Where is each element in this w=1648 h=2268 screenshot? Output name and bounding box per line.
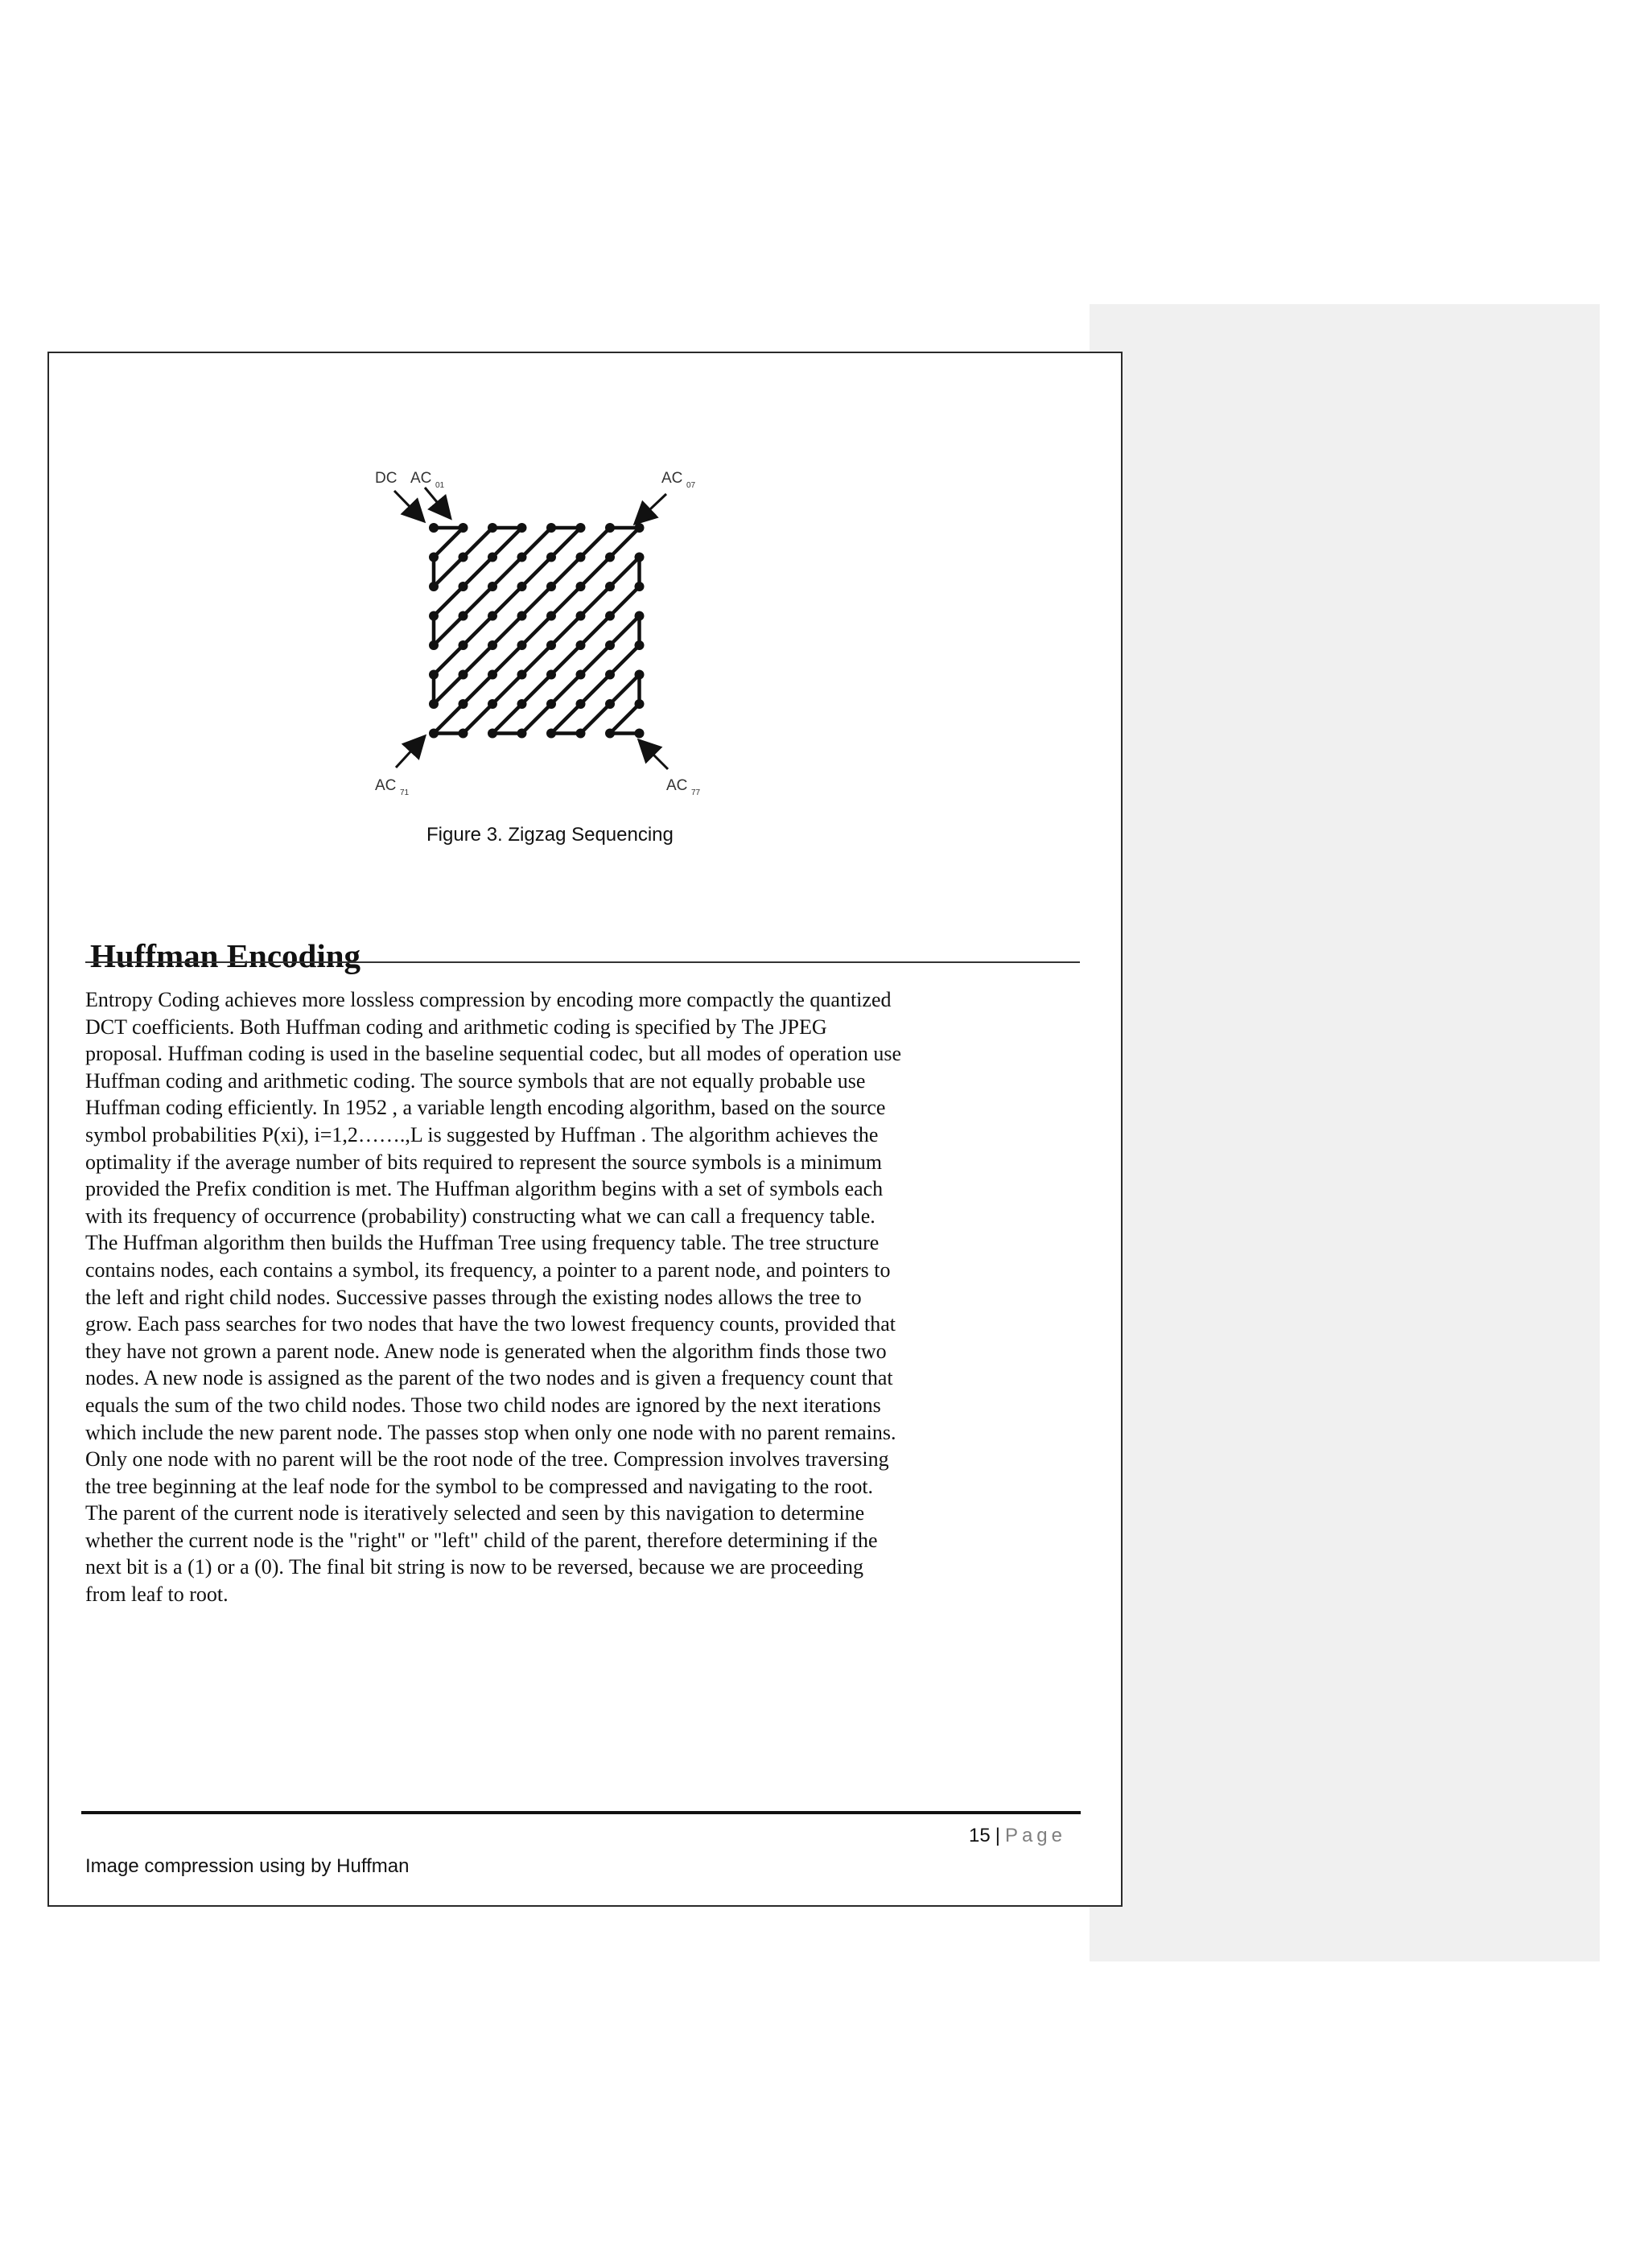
footer-title: Image compression using by Huffman bbox=[85, 1855, 410, 1877]
body-line: which include the new parent node. The passes stop when only one node with no parent remains. bbox=[85, 1420, 896, 1444]
coefficient-node bbox=[517, 640, 527, 650]
label-ac01-sub: 01 bbox=[435, 481, 445, 490]
coefficient-node bbox=[459, 670, 468, 680]
coefficient-node bbox=[546, 699, 556, 709]
body-line: Huffman coding efficiently. In 1952 , a variable length encoding algorithm, based on the source bbox=[85, 1096, 886, 1120]
label-dc: DC bbox=[375, 470, 398, 487]
coefficient-node bbox=[605, 729, 615, 739]
coefficient-node bbox=[459, 582, 468, 591]
coefficient-node bbox=[488, 582, 497, 591]
body-paragraph bbox=[85, 986, 1083, 1608]
body-line: The Huffman algorithm then builds the Huffman Tree using frequency table. The tree structure bbox=[85, 1231, 880, 1255]
section-heading: Huffman Encoding bbox=[90, 937, 361, 974]
coefficient-node bbox=[488, 729, 497, 739]
page-word: Page bbox=[1004, 1825, 1066, 1846]
coefficient-node bbox=[429, 670, 439, 680]
coefficient-node bbox=[635, 611, 645, 621]
body-line: DCT coefficients. Both Huffman coding and arithmetic coding is specified by The JPEG bbox=[85, 1015, 827, 1039]
coefficient-node bbox=[546, 523, 556, 533]
label-ac07: AC bbox=[661, 470, 683, 487]
coefficient-node bbox=[488, 699, 497, 709]
body-line: nodes. A new node is assigned as the parent of the two nodes and is given a frequency count that bbox=[85, 1366, 893, 1390]
heading-rule bbox=[85, 961, 1080, 963]
coefficient-node bbox=[429, 729, 439, 739]
coefficient-node bbox=[635, 670, 645, 680]
body-line: they have not grown a parent node. Anew node is generated when the algorithm finds those two bbox=[85, 1339, 887, 1363]
coefficient-node bbox=[459, 611, 468, 621]
coefficient-node bbox=[546, 582, 556, 591]
coefficient-node bbox=[429, 640, 439, 650]
label-ac77-sub: 77 bbox=[691, 788, 701, 797]
coefficient-node bbox=[459, 523, 468, 533]
coefficient-node bbox=[605, 582, 615, 591]
coefficient-node bbox=[546, 553, 556, 562]
coefficient-node bbox=[488, 523, 497, 533]
coefficient-node bbox=[576, 670, 586, 680]
body-line: with its frequency of occurrence (probability) constructing what we can call a frequency table. bbox=[85, 1204, 876, 1228]
body-line: the left and right child nodes. Successive passes through the existing nodes allows the tree to bbox=[85, 1285, 862, 1309]
body-line: equals the sum of the two child nodes. Those two child nodes are ignored by the next iterations bbox=[85, 1393, 881, 1417]
coefficient-node bbox=[605, 611, 615, 621]
page-number-separator: | bbox=[995, 1825, 1000, 1846]
footer-rule bbox=[81, 1811, 1081, 1814]
coefficient-node bbox=[488, 670, 497, 680]
body-line: grow. Each pass searches for two nodes that have the two lowest frequency counts, provided that bbox=[85, 1312, 896, 1336]
coefficient-node bbox=[635, 699, 645, 709]
coefficient-node bbox=[459, 729, 468, 739]
comment-margin-pane bbox=[1090, 304, 1600, 1961]
coefficient-node bbox=[429, 699, 439, 709]
coefficient-node bbox=[605, 640, 615, 650]
body-line: next bit is a (1) or a (0). The final bit string is now to be reversed, because we are proceeding bbox=[85, 1555, 863, 1579]
coefficient-node bbox=[635, 729, 645, 739]
body-line: The parent of the current node is iteratively selected and seen by this navigation to determine bbox=[85, 1501, 865, 1525]
coefficient-node bbox=[635, 640, 645, 650]
coefficient-node bbox=[517, 670, 527, 680]
coefficient-node bbox=[605, 699, 615, 709]
body-line: provided the Prefix condition is met. The Huffman algorithm begins with a set of symbols each bbox=[85, 1177, 884, 1201]
coefficient-node bbox=[576, 553, 586, 562]
coefficient-node bbox=[576, 611, 586, 621]
coefficient-node bbox=[576, 582, 586, 591]
page-number-value: 15 bbox=[969, 1825, 991, 1846]
body-line: Only one node with no parent will be the root node of the tree. Compression involves traversing bbox=[85, 1447, 889, 1472]
coefficient-node bbox=[635, 553, 645, 562]
coefficient-node bbox=[576, 699, 586, 709]
coefficient-node bbox=[605, 670, 615, 680]
coefficient-node bbox=[546, 611, 556, 621]
coefficient-node bbox=[605, 553, 615, 562]
label-ac01: AC bbox=[410, 470, 432, 487]
body-line: Huffman coding and arithmetic coding. The source symbols that are not equally probable use bbox=[85, 1068, 866, 1093]
arrow-ac71 bbox=[396, 738, 423, 768]
coefficient-node bbox=[635, 523, 645, 533]
arrow-ac01 bbox=[425, 488, 449, 517]
label-ac77: AC bbox=[666, 777, 688, 794]
body-line: symbol probabilities P(xi), i=1,2…….,L is suggested by Huffman . The algorithm achieves the bbox=[85, 1122, 879, 1146]
body-line: optimality if the average number of bits required to represent the source symbols is a minimum bbox=[85, 1150, 882, 1174]
arrow-ac77 bbox=[641, 742, 668, 769]
coefficient-node bbox=[488, 611, 497, 621]
coefficient-node bbox=[546, 729, 556, 739]
coefficient-node bbox=[546, 640, 556, 650]
coefficient-node bbox=[459, 640, 468, 650]
coefficient-node bbox=[517, 523, 527, 533]
body-line: whether the current node is the "right" or "left" child of the parent, therefore determining if the bbox=[85, 1528, 878, 1552]
label-ac07-sub: 07 bbox=[686, 481, 696, 490]
coefficient-node bbox=[517, 553, 527, 562]
coefficient-node bbox=[635, 582, 645, 591]
coefficient-node bbox=[517, 611, 527, 621]
page-number bbox=[969, 1825, 1066, 1847]
coefficient-node bbox=[429, 523, 439, 533]
coefficient-node bbox=[576, 640, 586, 650]
coefficient-node bbox=[488, 640, 497, 650]
coefficient-node bbox=[429, 553, 439, 562]
label-ac71-sub: 71 bbox=[400, 788, 410, 797]
coefficient-node bbox=[459, 699, 468, 709]
coefficient-node bbox=[546, 670, 556, 680]
body-line: proposal. Huffman coding is used in the baseline sequential codec, but all modes of operation use bbox=[85, 1042, 901, 1066]
arrow-ac07 bbox=[637, 494, 666, 522]
coefficient-node bbox=[517, 699, 527, 709]
coefficient-node bbox=[517, 582, 527, 591]
coefficient-node bbox=[576, 523, 586, 533]
body-line: Entropy Coding achieves more lossless compression by encoding more compactly the quantized bbox=[85, 988, 892, 1011]
label-ac71: AC bbox=[375, 777, 397, 794]
coefficient-node bbox=[459, 553, 468, 562]
body-line: contains nodes, each contains a symbol, its frequency, a pointer to a parent node, and pointers to bbox=[85, 1257, 891, 1282]
coefficient-node bbox=[517, 729, 527, 739]
figure-caption: Figure 3. Zigzag Sequencing bbox=[426, 824, 674, 846]
coefficient-node bbox=[429, 611, 439, 621]
body-line: from leaf to root. bbox=[85, 1583, 229, 1607]
coefficient-node bbox=[488, 553, 497, 562]
coefficient-node bbox=[576, 729, 586, 739]
body-line: the tree beginning at the leaf node for the symbol to be compressed and navigating to the root. bbox=[85, 1474, 874, 1498]
zigzag-diagram bbox=[362, 459, 724, 805]
zigzag-figure bbox=[362, 459, 724, 805]
coefficient-node bbox=[429, 582, 439, 591]
coefficient-node bbox=[605, 523, 615, 533]
arrow-dc bbox=[394, 491, 422, 520]
